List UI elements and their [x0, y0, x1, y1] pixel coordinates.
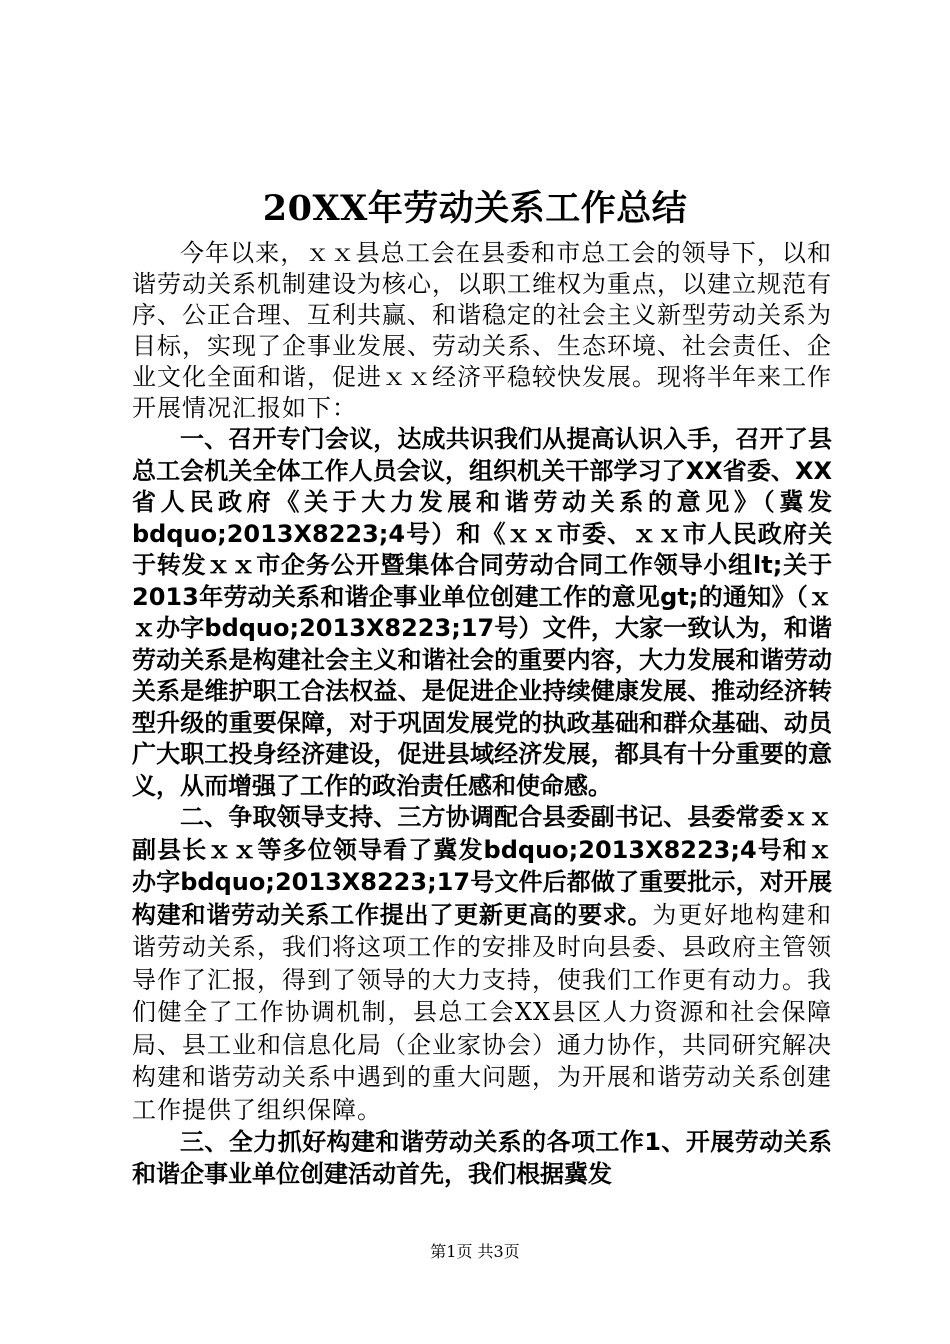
section-two-bold-text: 二、争取领导支持、三方协调配合县委副书记、县委常委ｘｘ副县长ｘｘ等多位领导看了冀发bdquo;2013X8223;4号和ｘ办字bdquo;2013X8223;17号文件后都做了重要批示，对开展构建和谐劳动关系工作提出了更新更高的要求。: [132, 803, 832, 929]
intro-paragraph: 今年以来，ｘｘ县总工会在县委和市总工会的领导下，以和谐劳动关系机制建设为核心，以职工维权为重点，以建立规范有序、公正合理、互利共赢、和谐稳定的社会主义新型劳动关系为目标，实现了企事业发展、劳动关系、生态环境、社会责任、企业文化全面和谐，促进ｘｘ经济平稳较快发展。现将半年来工作开展情况汇报如下：: [132, 239, 832, 422]
section-one-paragraph: 一、召开专门会议，达成共识我们从提高认识入手，召开了县总工会机关全体工作人员会议，组织机关干部学习了XX省委、XX省人民政府《关于大力发展和谐劳动关系的意见》（冀发bdquo;2013X8223;4号）和《ｘｘ市委、ｘｘ市人民政府关于转发ｘｘ市企务公开暨集体合同劳动合同工作领导小组lt;关于2013年劳动关系和谐企事业单位创建工作的意见gt;的通知》（ｘｘ办字bdquo;2013X8223;17号）文件，大家一致认为，和谐劳动关系是构建社会主义和谐社会的重要内容，大力发展和谐劳动关系是维护职工合法权益、是促进企业持续健康发展、推动经济转型升级的重要保障，对于巩固发展党的执政基础和群众基础、动员广大职工投身经济建设，促进县域经济发展，都具有十分重要的意义，从而增强了工作的政治责任感和使命感。: [132, 425, 832, 800]
section-two-paragraph: [132, 802, 832, 1127]
section-three-paragraph: 三、全力抓好构建和谐劳动关系的各项工作1、开展劳动关系和谐企事业单位创建活动首先，我们根据冀发: [132, 1128, 832, 1188]
page-footer: 第1页 共3页: [430, 1242, 520, 1261]
document-title: 20XX年劳动关系工作总结: [262, 188, 688, 229]
section-two-regular-text: 为更好地构建和谐劳动关系，我们将这项工作的安排及时向县委、县政府主管领导作了汇报，得到了领导的大力支持，使我们工作更有动力。我们健全了工作协调机制，县总工会XX县区人力资源和社会保障局、县工业和信息化局（企业家协会）通力协作，共同研究解决构建和谐劳动关系中遇到的重大问题，为开展和谐劳动关系创建工作提供了组织保障。: [132, 900, 833, 1124]
document-body: [132, 238, 832, 1190]
